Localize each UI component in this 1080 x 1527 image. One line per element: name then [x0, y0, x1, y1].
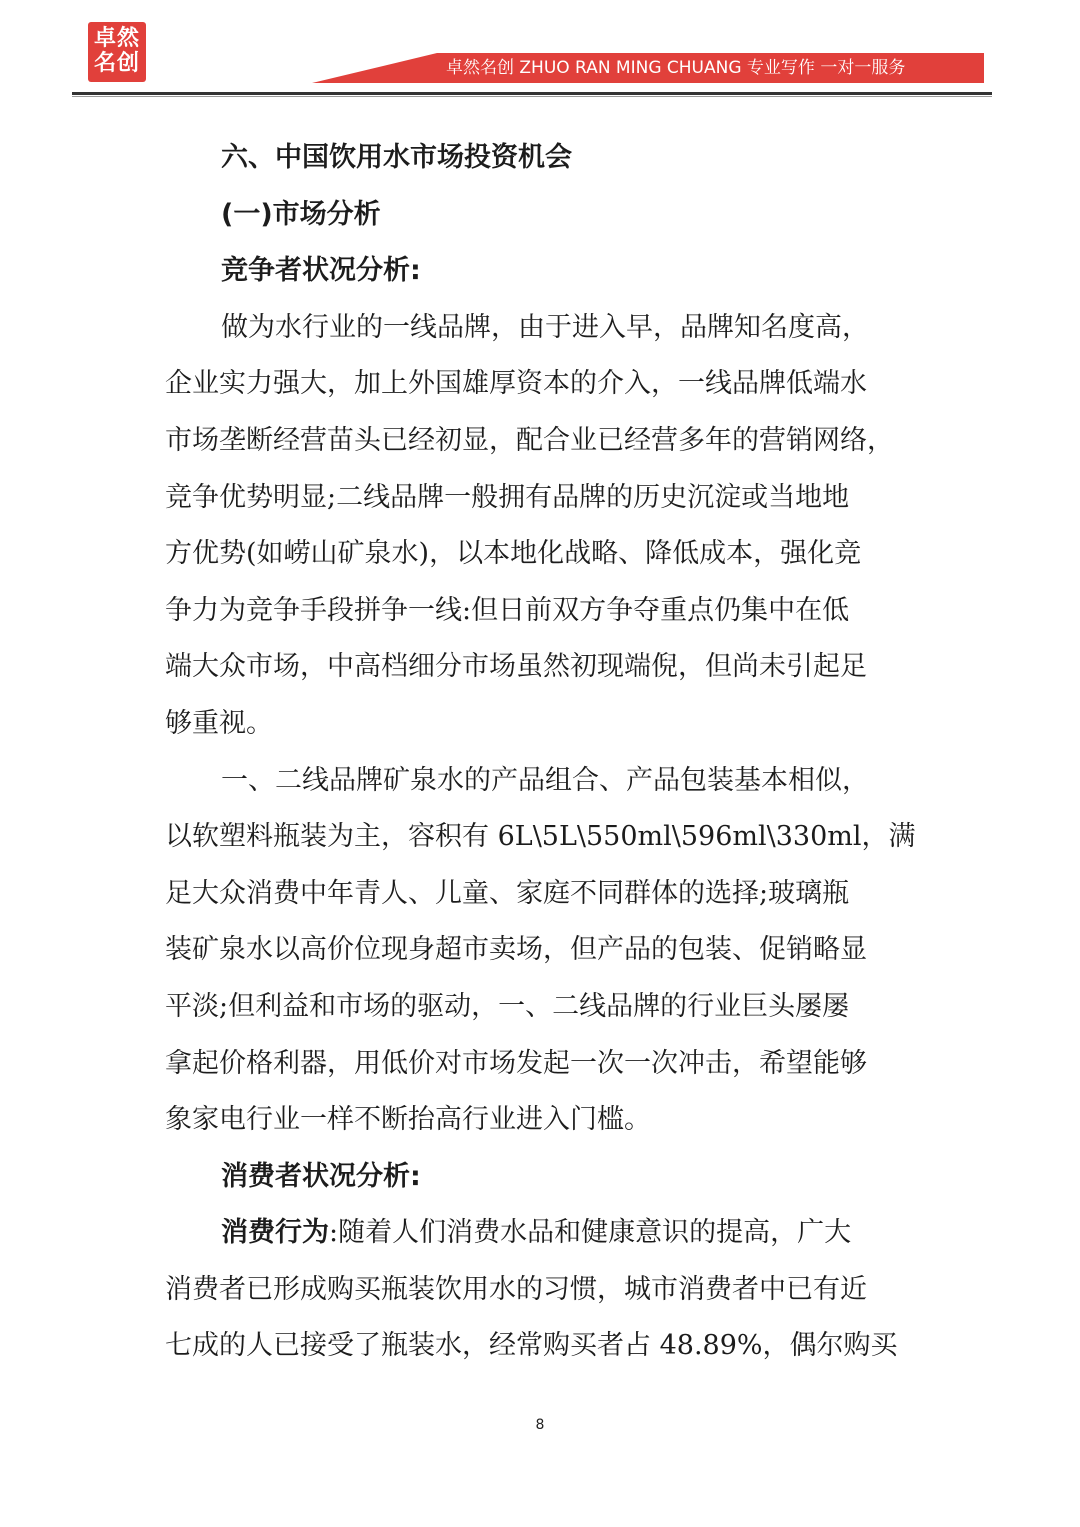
paragraph-line: 够重视。 — [165, 707, 273, 739]
paragraph-line: 市场垄断经营苗头已经初显，配合业已经营多年的营销网络， — [165, 424, 894, 456]
paragraph-line — [165, 1205, 925, 1262]
paragraph-line: 足大众消费中年青人、儿童、家庭不同群体的选择;玻璃瓶 — [165, 877, 850, 909]
paragraph-line: 七成的人已接受了瓶装水，经常购买者占 48.89%，偶尔购买 — [165, 1330, 898, 1362]
banner-text: 卓然名创 ZHUO RAN MING CHUANG 专业写作 一对一服务 — [446, 58, 906, 78]
paragraph-line: 拿起价格利器，用低价对市场发起一次一次冲击，希望能够 — [165, 1047, 867, 1079]
page-number: 8 — [535, 1417, 545, 1433]
consumer-behavior-label: 消费行为 — [221, 1217, 329, 1249]
paragraph-line: 消费者已形成购买瓶装饮用水的习惯，城市消费者中已有近 — [165, 1273, 867, 1305]
paragraph-line: 以软塑料瓶装为主，容积有 6L\5L\550ml\596ml\330ml，满 — [165, 821, 916, 853]
paragraph-line: 做为水行业的一线品牌，由于进入早，品牌知名度高， — [221, 311, 869, 343]
paragraph-line: 竞争优势明显;二线品牌一般拥有品牌的历史沉淀或当地地 — [165, 481, 850, 513]
logo-text: 卓然名创 — [93, 25, 140, 76]
section-heading: (一)市场分析 — [221, 198, 381, 230]
paragraph-line: 一、二线品牌矿泉水的产品组合、产品包装基本相似， — [221, 764, 869, 796]
consumer-behavior-text: :随着人们消费水品和健康意识的提高，广大 — [329, 1217, 852, 1249]
paragraph-consumers — [165, 1262, 925, 1375]
subsection-title-consumers: 消费者状况分析: — [221, 1160, 421, 1192]
header-divider-thin — [72, 96, 992, 97]
chapter-heading: 六、中国饮用水市场投资机会 — [221, 142, 572, 173]
paragraph-line: 企业实力强大，加上外国雄厚资本的介入，一线品牌低端水 — [165, 368, 867, 400]
document-body — [165, 130, 925, 1375]
paragraph-line: 象家电行业一样不断抬高行业进入门槛。 — [165, 1104, 651, 1136]
paragraph-line: 端大众市场，中高档细分市场虽然初现端倪，但尚未引起足 — [165, 651, 867, 683]
paragraph-line: 争力为竞争手段拼争一线:但日前双方争夺重点仍集中在低 — [165, 594, 850, 626]
paragraph-competitors — [165, 300, 925, 753]
paragraph-line: 方优势(如崂山矿泉水)，以本地化战略、降低成本，强化竞 — [165, 538, 862, 570]
paragraph-products — [165, 753, 925, 1149]
brand-logo — [88, 22, 146, 82]
header-divider — [72, 92, 992, 95]
paragraph-line: 平淡;但利益和市场的驱动，一、二线品牌的行业巨头屡屡 — [165, 990, 850, 1022]
subsection-title-competitors: 竞争者状况分析: — [221, 255, 421, 287]
paragraph-line: 装矿泉水以高价位现身超市卖场，但产品的包装、促销略显 — [165, 934, 867, 966]
